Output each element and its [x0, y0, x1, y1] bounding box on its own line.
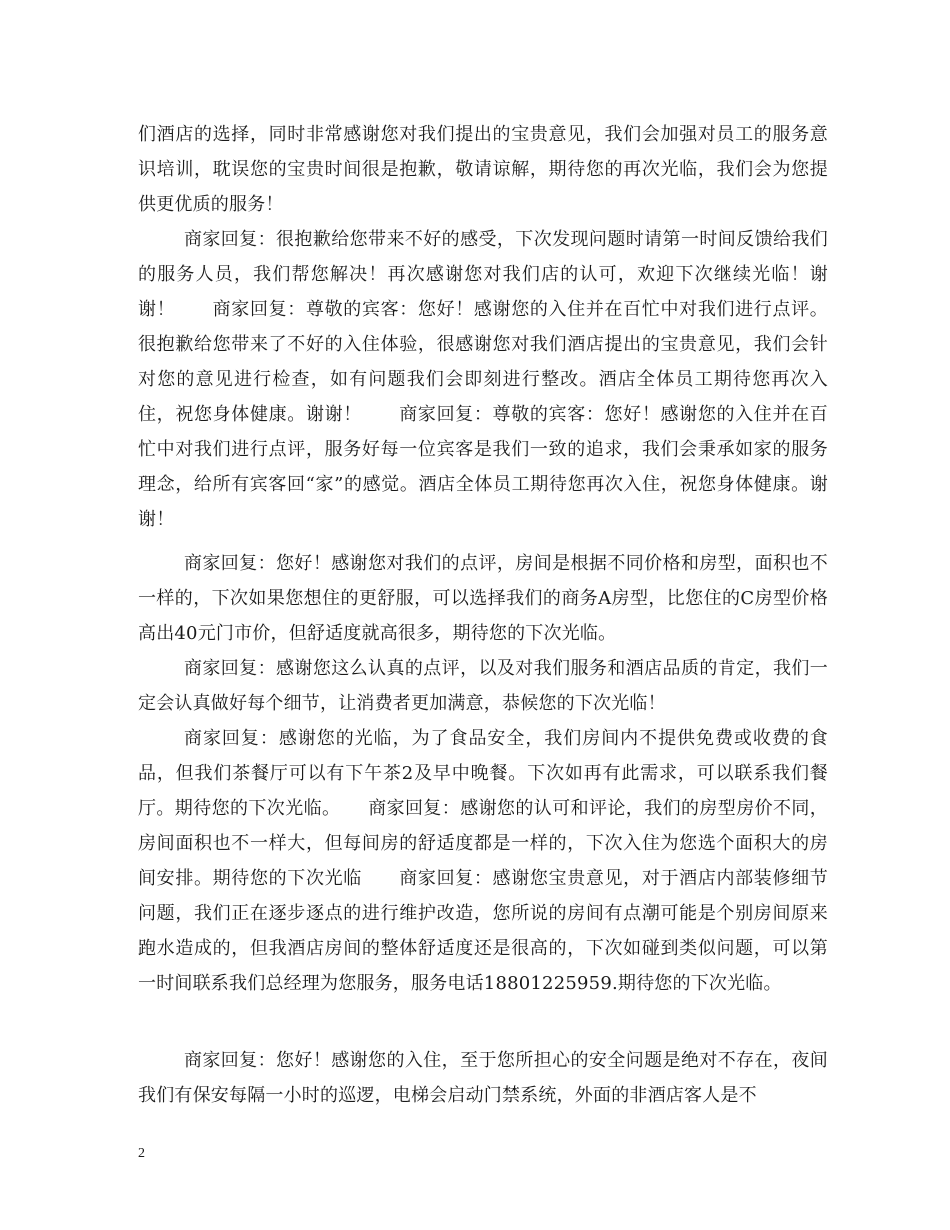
paragraph-reply-1: 商家回复：很抱歉给您带来不好的感受，下次发现问题时请第一时间反馈给我们的服务人员，我们帮您解决！再次感谢您对我们店的认可，欢迎下次继续光临！谢谢！ 商家回复：尊敬的宾客：您好！感谢您的入住并在百忙中对我们进行点评。很抱歉给您带来了不好的入住体验，很感谢您对我们酒店提出的宝贵意见，我们会针对您的意见进行检查，如有问题我们会即刻进行整改。酒店全体员工期待您再次入住，祝您身体健康。谢谢！ 商家回复：尊敬的宾客：您好！感谢您的入住并在百忙中对我们进行点评，服务好每一位宾客是我们一致的追求，我们会秉承如家的服务理念，给所有宾客回“家”的感觉。酒店全体员工期待您再次入住，祝您身体健康。谢谢！	[138, 229, 828, 530]
paragraph-reply-2: 商家回复：您好！感谢您对我们的点评，房间是根据不同价格和房型，面积也不一样的，下次如果您想住的更舒服，可以选择我们的商务A房型，比您住的C房型价格高出40元门市价，但舒适度就高很多，期待您的下次光临。	[138, 553, 828, 644]
paragraph-continued: 们酒店的选择，同时非常感谢您对我们提出的宝贵意见，我们会加强对员工的服务意识培训，耽误您的宝贵时间很是抱歉，敬请谅解，期待您的再次光临，我们会为您提供更优质的服务！	[138, 124, 828, 215]
page-number: 2	[138, 1146, 145, 1161]
paragraph-reply-5: 商家回复：您好！感谢您的入住，至于您所担心的安全问题是绝对不存在，夜间我们有保安每隔一小时的巡逻，电梯会启动门禁系统，外面的非酒店客人是不	[138, 1050, 828, 1106]
paragraph-reply-3: 商家回复：感谢您这么认真的点评，以及对我们服务和酒店品质的肯定，我们一定会认真做好每个细节，让消费者更加满意，恭候您的下次光临！	[138, 658, 828, 714]
paragraph-reply-4: 商家回复：感谢您的光临，为了食品安全，我们房间内不提供免费或收费的食品，但我们茶餐厅可以有下午茶2及早中晚餐。下次如再有此需求，可以联系我们餐厅。期待您的下次光临。 商家回复：感谢您的认可和评论，我们的房型房价不同，房间面积也不一样大，但每间房的舒适度都是一样的，下次入住为您选个面积大的房间安排。期待您的下次光临 商家回复：感谢您宝贵意见，对于酒店内部装修细节问题，我们正在逐步逐点的进行维护改造，您所说的房间有点潮可能是个别房间原来跑水造成的，但我酒店房间的整体舒适度还是很高的，下次如碰到类似问题，可以第一时间联系我们总经理为您服务，服务电话18801225959.期待您的下次光临。	[138, 728, 828, 994]
